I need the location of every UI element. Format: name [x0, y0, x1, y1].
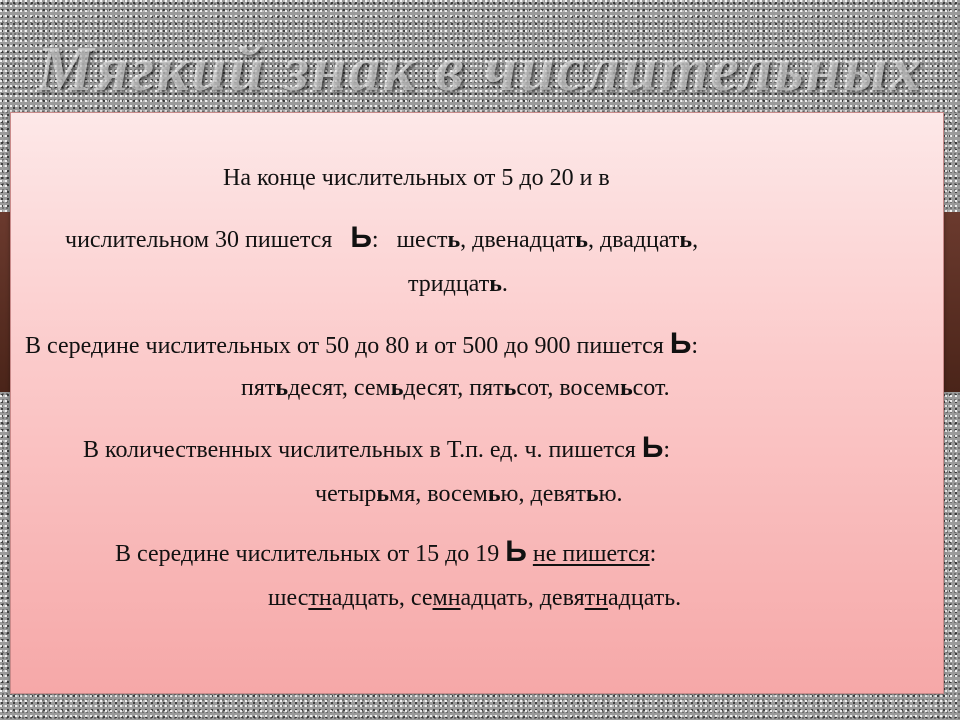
example-underlined-part: тн	[584, 585, 608, 611]
example-word: ю	[500, 481, 519, 507]
rules-card	[10, 112, 944, 694]
example-word: тридцат	[408, 271, 490, 297]
soft-sign-letter: Ь	[669, 327, 692, 360]
rule1-text-2: числительном 30 пишется	[65, 227, 333, 253]
separator: ,	[518, 481, 531, 507]
soft-sign-letter: Ь	[505, 535, 527, 568]
example-soft-sign: ь	[503, 375, 517, 401]
soft-sign-letter: Ь	[350, 221, 372, 254]
example-soft-sign: ь	[390, 375, 404, 401]
separator: ,	[415, 481, 428, 507]
rule2-examples	[11, 375, 943, 402]
example-word: се	[410, 585, 433, 611]
example-word: ю	[598, 481, 617, 507]
example-word: адцать	[607, 585, 676, 611]
rule4-colon: :	[649, 541, 657, 567]
separator: ,	[460, 227, 473, 253]
rule2-text: В середине числительных от 50 до 80 и от 500 до 900 пишется	[25, 333, 664, 359]
example-underlined-part: тн	[308, 585, 332, 611]
separator: ,	[527, 585, 540, 611]
example-soft-sign: ь	[376, 481, 390, 507]
example-underlined-part: мн	[432, 585, 461, 611]
rule1-text-1: На конце числительных от 5 до 20 и в	[223, 165, 610, 191]
rule3-line1	[11, 431, 943, 465]
rule1-line1	[11, 165, 943, 192]
example-word: восем	[427, 481, 488, 507]
separator: ,	[341, 375, 354, 401]
separator: ,	[587, 227, 600, 253]
rule4-line1	[11, 535, 943, 569]
rule3-colon: :	[663, 437, 671, 463]
separator: .	[663, 375, 670, 401]
example-word: сот	[632, 375, 664, 401]
side-band-right	[942, 212, 960, 392]
separator: .	[616, 481, 623, 507]
example-soft-sign: ь	[585, 481, 599, 507]
example-soft-sign: ь	[679, 227, 693, 253]
separator: ,	[398, 585, 411, 611]
example-word: десят	[403, 375, 458, 401]
example-word: десят	[288, 375, 342, 401]
example-word: адцать	[331, 585, 399, 611]
example-word: мя	[389, 481, 416, 507]
example-soft-sign: ь	[447, 227, 461, 253]
example-word: сем	[353, 375, 391, 401]
example-word: двенадцат	[472, 227, 576, 253]
example-word: пят	[241, 375, 276, 401]
slide-title: Мягкий знак в числительных	[36, 33, 924, 104]
separator: ,	[692, 227, 699, 253]
separator: .	[501, 271, 508, 297]
example-word: двадцат	[599, 227, 680, 253]
example-word: четыр	[315, 481, 377, 507]
rule2-line1	[11, 327, 943, 361]
example-word: девят	[530, 481, 586, 507]
separator: ,	[547, 375, 560, 401]
soft-sign-letter: Ь	[641, 431, 664, 464]
rule2-colon: :	[691, 333, 699, 359]
example-word: сот	[516, 375, 548, 401]
separator: .	[675, 585, 682, 611]
example-soft-sign: ь	[619, 375, 633, 401]
rule4-text: В середине числительных от 15 до 19	[115, 541, 500, 567]
rule1-line2	[11, 221, 943, 255]
example-soft-sign: ь	[275, 375, 289, 401]
rule1-colon: :	[371, 227, 379, 253]
example-word: адцать	[460, 585, 528, 611]
example-word: девя	[539, 585, 585, 611]
rule4-examples	[11, 585, 943, 612]
rule3-examples	[11, 481, 943, 508]
rule1-line3	[11, 271, 943, 298]
example-soft-sign: ь	[487, 481, 501, 507]
rule4-negation: не пишется	[532, 541, 650, 567]
example-soft-sign: ь	[489, 271, 502, 297]
example-soft-sign: ь	[575, 227, 588, 253]
example-word: шест	[396, 227, 448, 253]
rule3-text: В количественных числительных в Т.п. ед. ч. пишется	[83, 437, 636, 463]
example-word: пят	[469, 375, 504, 401]
example-word: восем	[559, 375, 620, 401]
example-word: шес	[268, 585, 309, 611]
separator: ,	[457, 375, 470, 401]
